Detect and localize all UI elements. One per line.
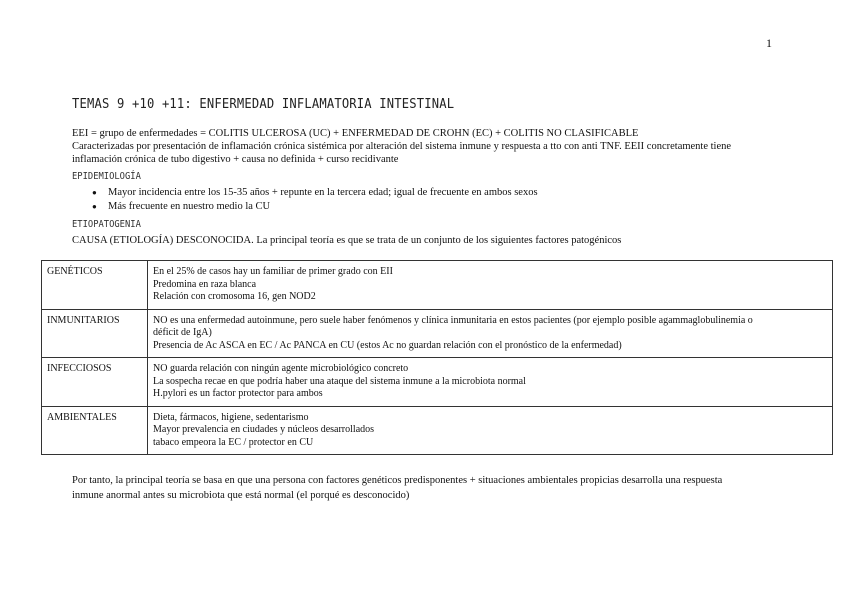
factor-name-cell: AMBIENTALES — [42, 406, 148, 455]
conclusion-paragraph — [72, 473, 792, 503]
factor-line: Mayor prevalencia en ciudades y núcleos desarrollados — [153, 424, 375, 435]
table-row — [42, 358, 833, 407]
factors-table — [41, 260, 833, 455]
epidemiology-heading: EPIDEMIOLOGÍA — [72, 171, 141, 182]
description-line-2: inflamación crónica de tubo digestivo + causa no definida + curso recidivante — [72, 154, 399, 165]
factor-description-cell — [148, 406, 833, 455]
definition-paragraph: EEI = grupo de enfermedades = COLITIS ULCEROSA (UC) + ENFERMEDAD DE CROHN (EC) + COLITIS NO CLASIFICABLE — [72, 128, 639, 139]
factor-name-cell: INFECCIOSOS — [42, 358, 148, 407]
document-body — [72, 127, 792, 247]
factor-line: déficit de IgA) — [153, 327, 212, 338]
factor-description-cell — [148, 261, 833, 310]
factor-line: H.pylori es un factor protector para ambos — [153, 388, 323, 399]
page-number: 1 — [766, 36, 772, 50]
factor-description-cell — [148, 309, 833, 358]
conclusion-line-1: Por tanto, la principal teoría se basa en que una persona con factores genéticos predisponentes + situaciones ambientales propicias desarrolla una respuesta — [72, 475, 723, 486]
factor-line: tabaco empeora la EC / protector en CU — [153, 436, 314, 448]
page-title: TEMAS 9 +10 +11: ENFERMEDAD INFLAMATORIA INTESTINAL — [72, 96, 455, 112]
description-line-1: Caracterizadas por presentación de inflamación crónica sistémica por alteración del sistema inmune y respuesta a tto con anti TNF. EEII concretamente tiene — [72, 141, 732, 152]
table-row — [42, 261, 833, 310]
factor-line: En el 25% de casos hay un familiar de primer grado con EII — [153, 266, 393, 277]
factor-line: La sospecha recae en que podría haber una ataque del sistema inmune a la microbiota normal — [153, 375, 526, 387]
epidemiology-list — [72, 186, 792, 214]
factor-line: NO es una enfermedad autoinmune, pero suele haber fenómenos y clínica inmunitaria en estos pacientes (por ejemplo posible agammaglobulinemia o — [153, 314, 753, 326]
list-item: ● Más frecuente en nuestro medio la CU — [92, 200, 792, 214]
factor-name-cell: INMUNITARIOS — [42, 309, 148, 358]
etiopathogenesis-heading: ETIOPATOGENIA — [72, 219, 141, 230]
factor-line: Dieta, fármacos, higiene, sedentarismo — [153, 411, 309, 423]
factor-line: Predomina en raza blanca — [153, 278, 257, 290]
factor-name-cell: GENÉTICOS — [42, 261, 148, 310]
list-item: ● Mayor incidencia entre los 15-35 años + repunte en la tercera edad; igual de frecuente en ambos sexos — [92, 186, 792, 200]
table-row — [42, 309, 833, 358]
factor-line: Presencia de Ac ASCA en EC / Ac PANCA en CU (estos Ac no guardan relación con el pronóstico de la enfermedad) — [153, 339, 622, 351]
conclusion-line-2: inmune anormal antes su microbiota que está normal (el porqué es desconocido) — [72, 490, 410, 501]
table-row — [42, 406, 833, 455]
factor-line: NO guarda relación con ningún agente microbiológico concreto — [153, 363, 409, 374]
factor-description-cell — [148, 358, 833, 407]
cause-statement: CAUSA (ETIOLOGÍA) DESCONOCIDA. La principal teoría es que se trata de un conjunto de los siguientes factores patogénicos — [72, 235, 622, 246]
factor-line: Relación con cromosoma 16, gen NOD2 — [153, 291, 316, 302]
